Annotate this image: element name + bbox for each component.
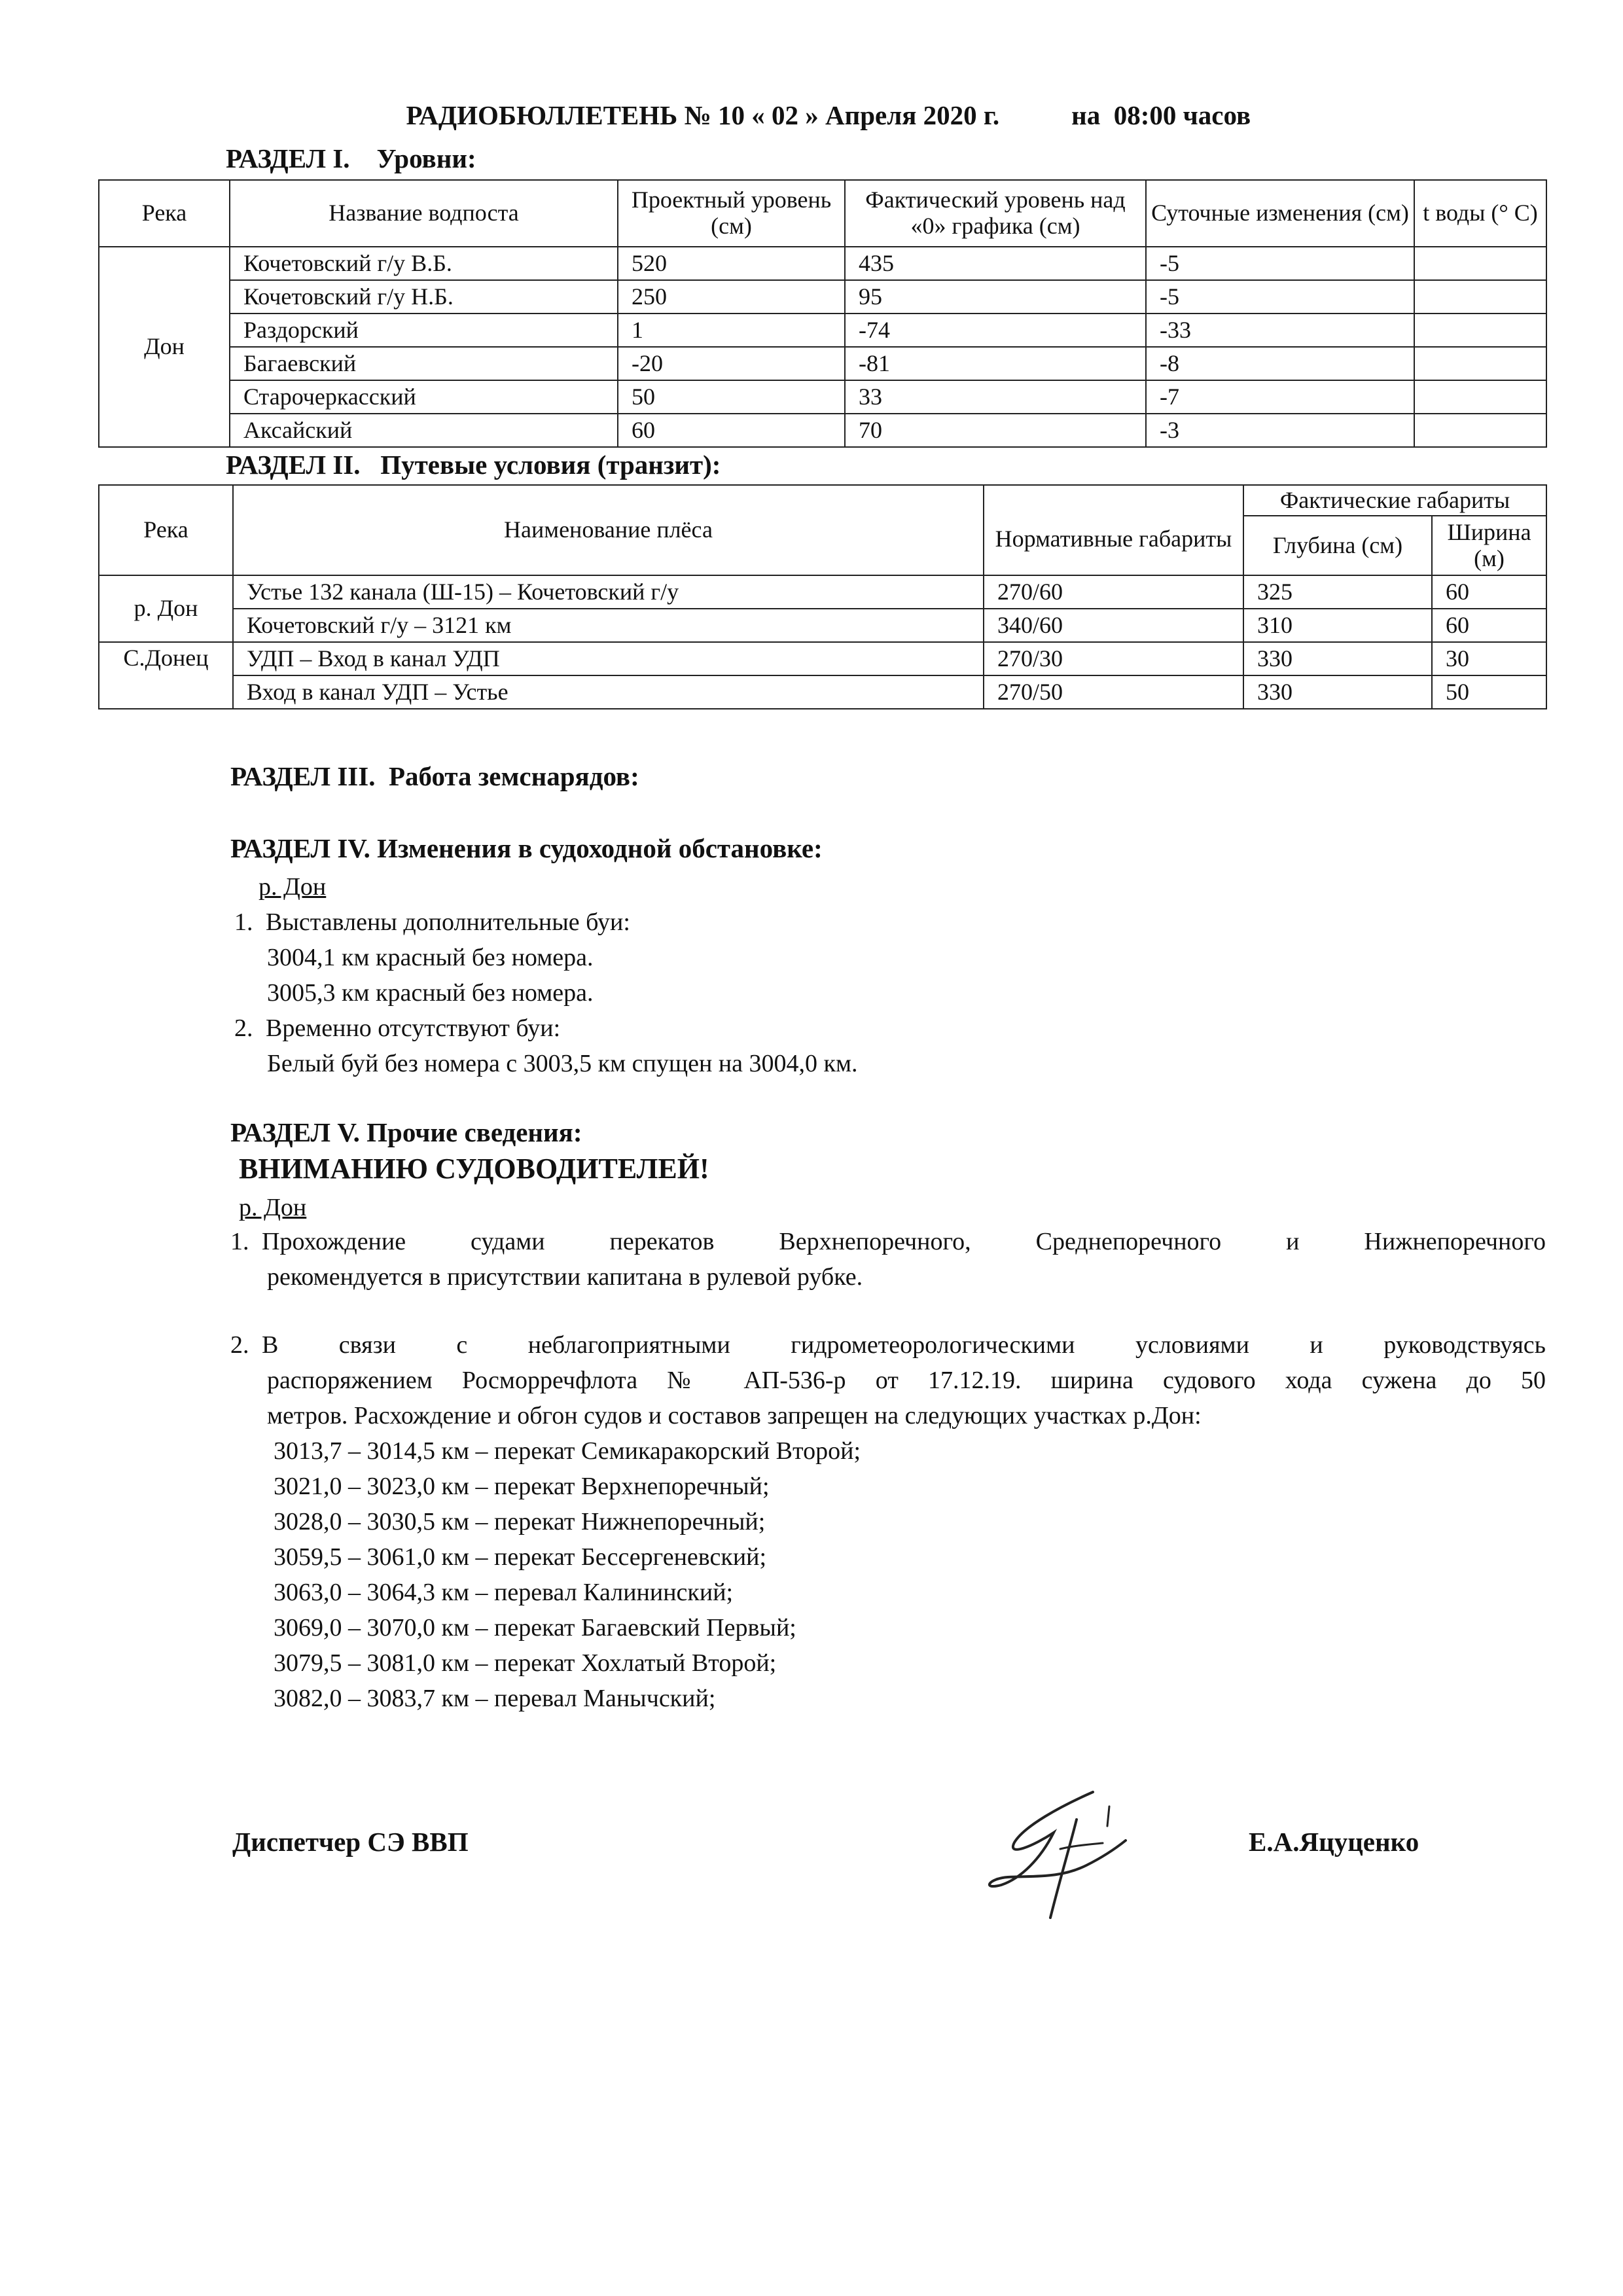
col-river: Река: [99, 485, 233, 575]
item-line: В связи с неблагоприятными гидрометеорологическими условиями и руководствуясь: [262, 1331, 1546, 1359]
item-number: 2.: [230, 1331, 249, 1359]
river-name: р. Дон: [99, 575, 233, 642]
water-temp: [1414, 414, 1546, 447]
item-number: 1.: [230, 1228, 249, 1255]
actual-level: 95: [845, 280, 1146, 314]
post-name: Старочеркасский: [230, 380, 618, 414]
design-level: 50: [618, 380, 845, 414]
normative-dims: 340/60: [984, 609, 1243, 642]
col-reach-name: Наименование плёса: [233, 485, 984, 575]
levels-table: [98, 179, 1547, 448]
signature-role: Диспетчер СЭ ВВП: [232, 1827, 469, 1857]
actual-width: 60: [1432, 575, 1546, 609]
actual-level: -81: [845, 347, 1146, 380]
reach-name: Кочетовский г/у – 3121 км: [233, 609, 984, 642]
transit-header-row-1: [99, 485, 1546, 516]
list-item: [230, 1224, 1546, 1259]
normative-dims: 270/50: [984, 675, 1243, 709]
table-row: [99, 414, 1546, 447]
table-row: [99, 575, 1546, 609]
item-line: рекомендуется в присутствии капитана в рулевой рубке.: [267, 1263, 863, 1291]
section-5-river: [239, 1190, 306, 1225]
design-level: 1: [618, 314, 845, 347]
river-name: Дон: [99, 247, 230, 447]
actual-depth: 310: [1243, 609, 1432, 642]
bulletin-title-line: [393, 68, 1251, 131]
post-name: Кочетовский г/у В.Б.: [230, 247, 618, 280]
item-detail-line: 3005,3 км красный без номера.: [267, 979, 594, 1007]
daily-change: -7: [1146, 380, 1414, 414]
actual-width: 30: [1432, 642, 1546, 675]
col-post-name: Название водпоста: [230, 180, 618, 247]
segment-line: 3063,0 – 3064,3 км – перевал Калининский;: [274, 1579, 734, 1606]
actual-level: 33: [845, 380, 1146, 414]
water-temp: [1414, 380, 1546, 414]
post-name: Аксайский: [230, 414, 618, 447]
item-detail-line: Белый буй без номера с 3003,5 км спущен на 3004,0 км.: [267, 1050, 858, 1077]
item-text: Выставлены дополнительные буи:: [266, 908, 630, 936]
col-design-level: Проектный уровень (см): [618, 180, 845, 247]
design-level: -20: [618, 347, 845, 380]
actual-depth: 330: [1243, 675, 1432, 709]
segment-line: 3059,5 – 3061,0 км – перекат Бессергеневский;: [274, 1543, 767, 1571]
section-3-heading: РАЗДЕЛ III. Работа земснарядов:: [230, 761, 639, 791]
design-level: 60: [618, 414, 845, 447]
post-name: Раздорский: [230, 314, 618, 347]
section-5-heading: РАЗДЕЛ V. Прочие сведения:: [230, 1117, 582, 1147]
section-2-heading: РАЗДЕЛ II. Путевые условия (транзит):: [226, 450, 721, 480]
bulletin-title: РАДИОБЮЛЛЕТЕНЬ № 10 « 02 » Апреля 2020 г.: [406, 100, 1000, 130]
reach-name: Вход в канал УДП – Устье: [233, 675, 984, 709]
table-row: [99, 280, 1546, 314]
actual-width: 60: [1432, 609, 1546, 642]
water-temp: [1414, 280, 1546, 314]
water-temp: [1414, 347, 1546, 380]
section-5-item-1: [230, 1224, 1546, 1295]
river-name: С.Донец: [99, 642, 233, 709]
transit-table: [98, 484, 1547, 709]
list-item: [234, 905, 1543, 940]
bulletin-time: на 08:00 часов: [1071, 100, 1251, 130]
table-row: [99, 347, 1546, 380]
segment-line: 3069,0 – 3070,0 км – перекат Багаевский Первый;: [274, 1614, 796, 1641]
section-4-heading: РАЗДЕЛ IV. Изменения в судоходной обстановке:: [230, 833, 823, 863]
segment-line: 3082,0 – 3083,7 км – перевал Манычский;: [274, 1685, 716, 1712]
table-row: [99, 314, 1546, 347]
post-name: Багаевский: [230, 347, 618, 380]
actual-level: 435: [845, 247, 1146, 280]
normative-dims: 270/60: [984, 575, 1243, 609]
item-line: метров. Расхождение и обгон судов и составов запрещен на следующих участках р.Дон:: [267, 1402, 1202, 1429]
segment-line: 3028,0 – 3030,5 км – перекат Нижнепоречный;: [274, 1508, 766, 1535]
actual-level: -74: [845, 314, 1146, 347]
water-temp: [1414, 247, 1546, 280]
col-river: Река: [99, 180, 230, 247]
table-row: [99, 380, 1546, 414]
actual-depth: 325: [1243, 575, 1432, 609]
daily-change: -5: [1146, 280, 1414, 314]
table-row: [99, 642, 1546, 675]
col-water-temp: t воды (° С): [1414, 180, 1546, 247]
normative-dims: 270/30: [984, 642, 1243, 675]
col-depth: Глубина (см): [1243, 516, 1432, 575]
table-row: [99, 609, 1546, 642]
segment-line: 3079,5 – 3081,0 км – перекат Хохлатый Второй;: [274, 1649, 777, 1677]
river-label: р. Дон: [259, 873, 327, 901]
table-row: [99, 675, 1546, 709]
col-width: Ширина (м): [1432, 516, 1546, 575]
item-detail-line: 3004,1 км красный без номера.: [267, 944, 594, 971]
list-item: [234, 1011, 1543, 1046]
section-1-heading: РАЗДЕЛ I. Уровни:: [226, 143, 476, 173]
signature-name: Е.А.Яцуценко: [1249, 1827, 1419, 1857]
col-daily-change: Суточные изменения (см): [1146, 180, 1414, 247]
col-actual-level: Фактический уровень над «0» графика (см): [845, 180, 1146, 247]
item-number: 1.: [234, 908, 253, 936]
list-item: [230, 1327, 1546, 1363]
section-4-list: [234, 905, 1543, 1081]
item-number: 2.: [234, 1014, 253, 1042]
post-name: Кочетовский г/у Н.Б.: [230, 280, 618, 314]
segment-line: 3013,7 – 3014,5 км – перекат Семикаракорский Второй;: [274, 1437, 861, 1465]
item-line: Прохождение судами перекатов Верхнепоречного, Среднепоречного и Нижнепоречного: [262, 1228, 1546, 1255]
segment-line: 3021,0 – 3023,0 км – перекат Верхнепоречный;: [274, 1473, 770, 1500]
daily-change: -8: [1146, 347, 1414, 380]
item-line: распоряжением Росморречфлота № АП-536-р от 17.12.19. ширина судового хода сужена до 50: [267, 1367, 1546, 1394]
col-normative: Нормативные габариты: [984, 485, 1243, 575]
actual-width: 50: [1432, 675, 1546, 709]
reach-name: Устье 132 канала (Ш-15) – Кочетовский г/у: [233, 575, 984, 609]
col-actual-group: Фактические габариты: [1243, 485, 1546, 516]
river-label: р. Дон: [239, 1194, 307, 1221]
design-level: 520: [618, 247, 845, 280]
daily-change: -33: [1146, 314, 1414, 347]
item-text: Временно отсутствуют буи:: [266, 1014, 561, 1042]
section-4-river: [259, 869, 326, 905]
table-row: [99, 247, 1546, 280]
water-temp: [1414, 314, 1546, 347]
actual-depth: 330: [1243, 642, 1432, 675]
levels-header-row: [99, 180, 1546, 247]
attention-heading: ВНИМАНИЮ СУДОВОДИТЕЛЕЙ!: [239, 1153, 709, 1185]
handwritten-signature-icon: [962, 1780, 1152, 1937]
daily-change: -5: [1146, 247, 1414, 280]
design-level: 250: [618, 280, 845, 314]
daily-change: -3: [1146, 414, 1414, 447]
actual-level: 70: [845, 414, 1146, 447]
section-5-item-2: [230, 1327, 1546, 1716]
reach-name: УДП – Вход в канал УДП: [233, 642, 984, 675]
